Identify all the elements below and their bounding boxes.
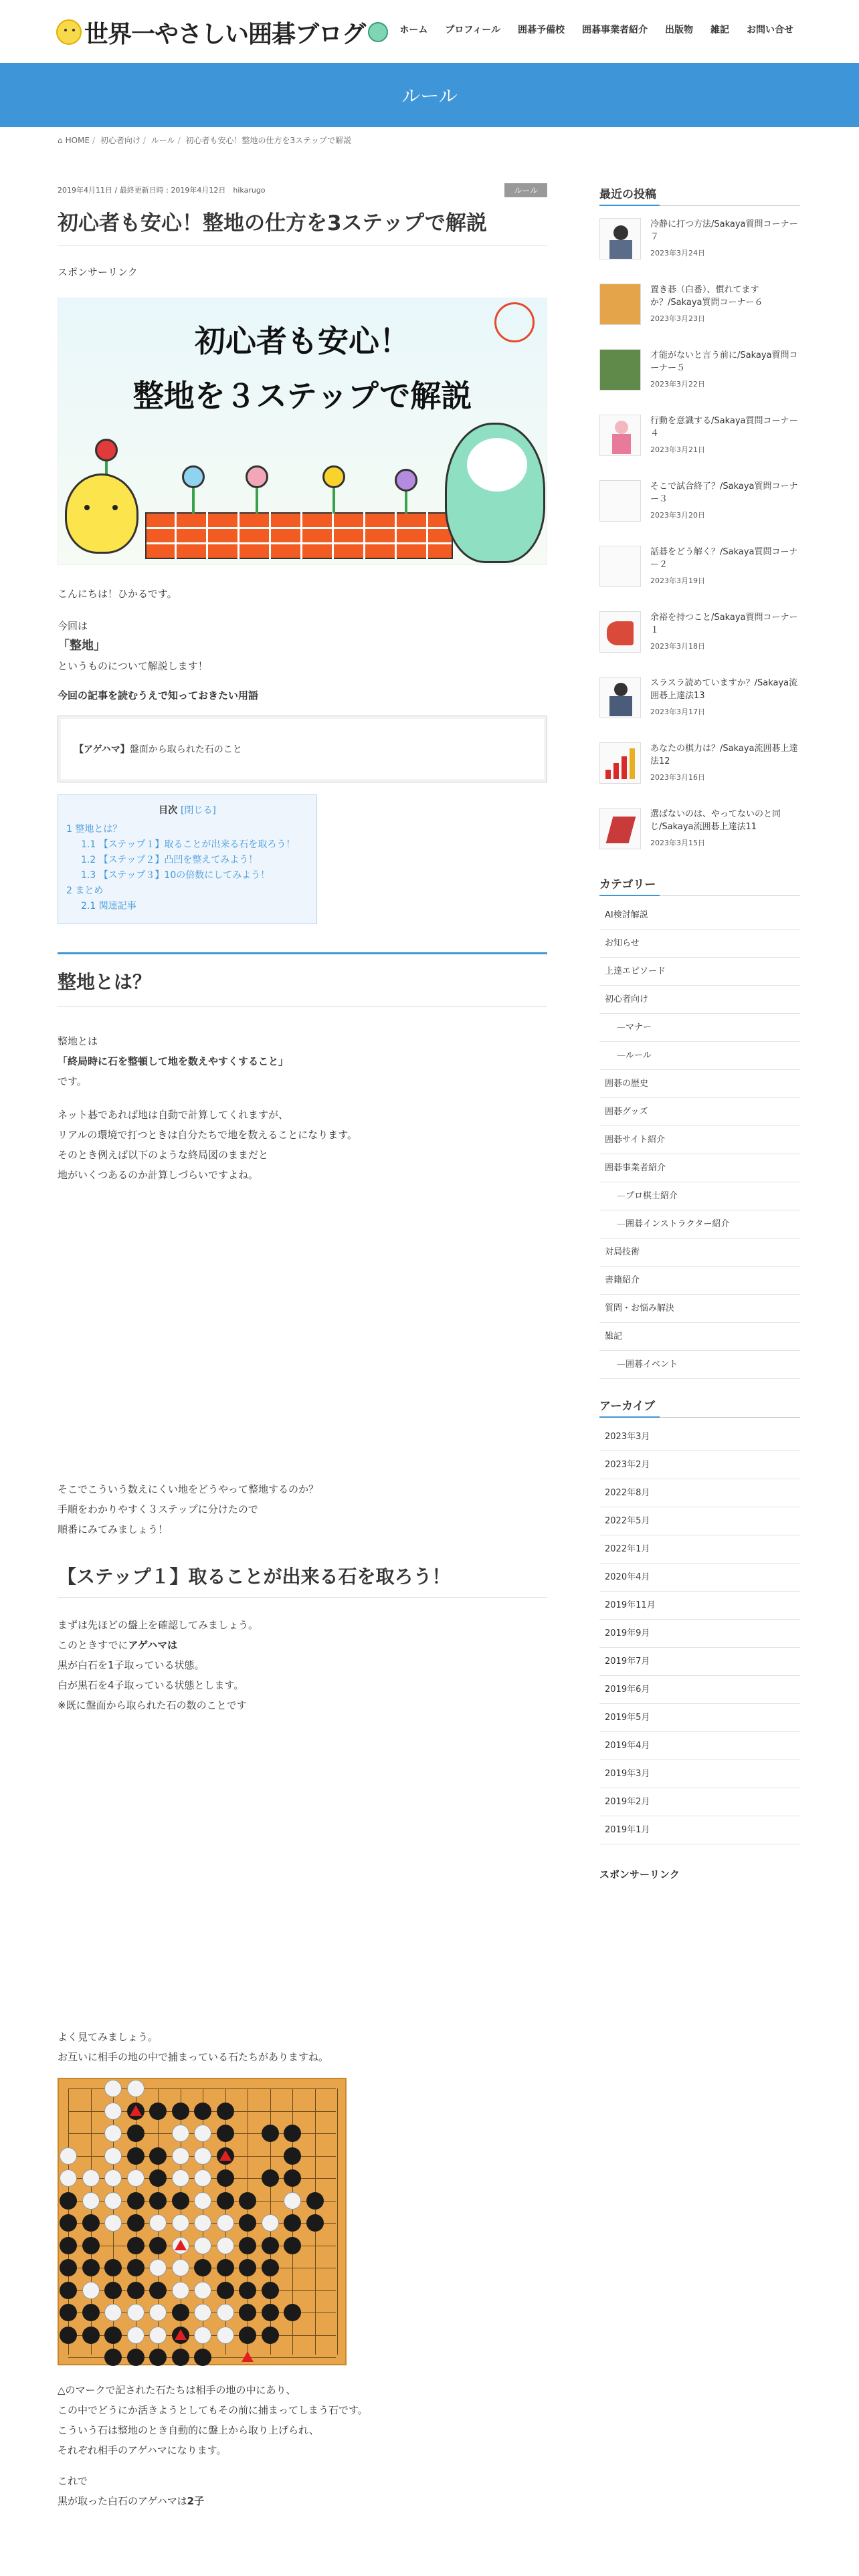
black-stone bbox=[217, 2192, 234, 2210]
category-item[interactable]: 囲碁グッズ bbox=[599, 1098, 800, 1126]
post-date: 2023年3月19日 bbox=[650, 576, 705, 585]
white-stone bbox=[194, 2169, 211, 2187]
white-stone bbox=[172, 2214, 189, 2232]
terms-heading: 今回の記事を読むうえで知っておきたい用語 bbox=[58, 689, 259, 702]
article-meta bbox=[58, 185, 547, 198]
black-stone bbox=[194, 2349, 211, 2366]
page-title: ルール bbox=[401, 85, 458, 107]
black-stone bbox=[127, 2349, 145, 2366]
archive-item[interactable]: 2023年2月 bbox=[599, 1451, 800, 1479]
archive-item[interactable]: 2019年3月 bbox=[599, 1760, 800, 1788]
white-stone bbox=[284, 2192, 301, 2210]
flower-icon bbox=[95, 439, 118, 461]
chick-logo-icon bbox=[56, 19, 82, 45]
sidebar-sponsored-label: スポンサーリンク bbox=[599, 1868, 680, 1881]
white-stone bbox=[194, 2214, 211, 2232]
article bbox=[58, 185, 547, 2511]
archive-item[interactable]: 2022年1月 bbox=[599, 1535, 800, 1564]
white-stone bbox=[172, 2147, 189, 2165]
black-stone bbox=[127, 2282, 145, 2299]
black-stone bbox=[284, 2169, 301, 2187]
white-stone bbox=[194, 2237, 211, 2254]
term-desc: 盤面から取られた石のこと bbox=[129, 744, 242, 755]
black-stone bbox=[104, 2327, 122, 2344]
recent-post[interactable] bbox=[599, 284, 800, 337]
eyecatch-line1: 初心者も安心！ bbox=[195, 323, 410, 359]
para-line: そこでこういう数えにくい地をどうやって整地するのか？ bbox=[58, 1483, 319, 1495]
nav-businesses[interactable]: 囲碁事業者紹介 bbox=[582, 25, 648, 35]
black-stone bbox=[149, 2349, 167, 2366]
black-stone bbox=[127, 2192, 145, 2210]
black-stone bbox=[82, 2237, 100, 2254]
toc-item[interactable]: 1.3 【ステップ３】10の倍数にしてみよう！ bbox=[81, 870, 270, 881]
archive-item[interactable]: 2019年5月 bbox=[599, 1704, 800, 1732]
go-board-diagram bbox=[58, 2078, 347, 2365]
para-line: そのとき例えば以下のような終局図のままだと bbox=[58, 1149, 269, 1161]
para-definition-a: 整地とは bbox=[58, 1035, 98, 1047]
black-stone bbox=[194, 2259, 211, 2276]
archive-list bbox=[599, 1423, 800, 1844]
black-stone bbox=[172, 2304, 189, 2321]
post-date: 2023年3月18日 bbox=[650, 642, 705, 651]
black-stone bbox=[262, 2327, 279, 2344]
para-line: こういう石は整地のとき自動的に盤上から取り上げられ、 bbox=[58, 2424, 319, 2436]
white-stone bbox=[104, 2192, 122, 2210]
category-list bbox=[599, 901, 800, 1379]
category-item[interactable]: 初心者向け bbox=[599, 986, 800, 1014]
recent-post[interactable] bbox=[599, 742, 800, 796]
white-stone bbox=[149, 2304, 167, 2321]
white-stone bbox=[194, 2282, 211, 2299]
term-label: 【アゲハマ】 bbox=[74, 744, 130, 755]
white-stone bbox=[104, 2304, 122, 2321]
white-stone bbox=[60, 2147, 77, 2165]
black-stone bbox=[149, 2103, 167, 2120]
white-stone bbox=[217, 2327, 234, 2344]
black-stone bbox=[172, 2192, 189, 2210]
white-stone bbox=[194, 2327, 211, 2344]
site-header bbox=[0, 0, 859, 63]
archive-item[interactable]: 2019年2月 bbox=[599, 1788, 800, 1816]
toc-title: 目次 bbox=[159, 805, 178, 816]
post-title[interactable]: そこで試合終了？/Sakaya質問コーナー３ bbox=[650, 481, 798, 504]
post-thumbnail[interactable] bbox=[599, 284, 641, 325]
black-stone bbox=[239, 2282, 256, 2299]
black-stone bbox=[104, 2282, 122, 2299]
post-title[interactable]: 行動を意識する/Sakaya質問コーナー４ bbox=[650, 416, 798, 439]
black-stone bbox=[149, 2147, 167, 2165]
recent-post[interactable] bbox=[599, 480, 800, 534]
category-item[interactable]: 対局技術 bbox=[599, 1239, 800, 1267]
black-stone bbox=[284, 2237, 301, 2254]
para-line: 黒が取った白石のアゲハマは bbox=[58, 2495, 187, 2507]
black-stone bbox=[172, 2349, 189, 2366]
para-line: 手順をわかりやすく３ステップに分けたので bbox=[58, 1503, 258, 1515]
white-stone bbox=[217, 2237, 234, 2254]
white-stone bbox=[149, 2259, 167, 2276]
post-title[interactable]: 才能がないと言う前に/Sakaya質問コーナー５ bbox=[650, 350, 798, 373]
nav-publications[interactable]: 出版物 bbox=[665, 25, 693, 35]
white-stone bbox=[194, 2125, 211, 2142]
page-header-band bbox=[0, 63, 859, 127]
post-date: 2023年3月22日 bbox=[650, 380, 705, 389]
category-item[interactable]: — 囲碁インストラクター紹介 bbox=[599, 1210, 800, 1239]
toc-item[interactable]: 2.1 関連記事 bbox=[81, 901, 136, 911]
para-line: 白が黒石を4子取っている状態とします。 bbox=[58, 1679, 244, 1691]
greeting: こんにちは！ひかるです。 bbox=[58, 588, 177, 600]
post-thumbnail[interactable] bbox=[599, 218, 641, 259]
black-stone bbox=[239, 2214, 256, 2232]
breadcrumb-beginner[interactable]: 初心者向け bbox=[100, 136, 140, 145]
archive-item[interactable]: 2020年4月 bbox=[599, 1564, 800, 1592]
black-stone bbox=[284, 2304, 301, 2321]
black-stone bbox=[60, 2259, 77, 2276]
black-stone bbox=[262, 2237, 279, 2254]
post-thumbnail[interactable] bbox=[599, 611, 641, 653]
black-stone bbox=[239, 2259, 256, 2276]
archives-heading: アーカイブ bbox=[599, 1396, 800, 1418]
toc-item[interactable]: 1.2 【ステップ２】凸凹を整えてみよう！ bbox=[81, 855, 258, 865]
para-line: これで bbox=[58, 2475, 88, 2487]
para-line: ※既に盤面から取られた石の数のことです bbox=[58, 1699, 247, 1711]
post-title[interactable]: あなたの棋力は？/Sakaya流囲碁上達法12 bbox=[650, 744, 798, 766]
white-stone bbox=[217, 2214, 234, 2232]
white-stone bbox=[194, 2304, 211, 2321]
category-item[interactable]: 上達エピソード bbox=[599, 958, 800, 986]
white-stone bbox=[172, 2125, 189, 2142]
category-badge[interactable]: ルール bbox=[504, 183, 547, 197]
black-stone bbox=[127, 2125, 145, 2142]
post-thumbnail[interactable] bbox=[599, 480, 641, 522]
white-stone bbox=[127, 2304, 145, 2321]
category-item[interactable]: 囲碁サイト紹介 bbox=[599, 1126, 800, 1154]
black-stone bbox=[60, 2282, 77, 2299]
eyecatch-line2: 整地を３ステップで解説 bbox=[132, 378, 472, 414]
post-date: 2023年3月15日 bbox=[650, 839, 705, 847]
triangle-marker-icon bbox=[242, 2351, 254, 2362]
black-stone bbox=[284, 2125, 301, 2142]
category-item[interactable]: — ルール bbox=[599, 1042, 800, 1070]
white-stone bbox=[104, 2214, 122, 2232]
black-stone bbox=[60, 2214, 77, 2232]
para-line: ネット碁であれば地は自動で計算してくれますが、 bbox=[58, 1109, 289, 1121]
black-stone bbox=[60, 2304, 77, 2321]
para-line: この中でどうにか活きようとしてもその前に捕まってしまう石です。 bbox=[58, 2404, 368, 2416]
para-line: 順番にみてみましょう！ bbox=[58, 1523, 169, 1535]
archive-item[interactable]: 2019年9月 bbox=[599, 1620, 800, 1648]
black-stone bbox=[194, 2103, 211, 2120]
recent-post[interactable] bbox=[599, 349, 800, 403]
white-stone bbox=[104, 2147, 122, 2165]
toc-item[interactable]: 2 まとめ bbox=[66, 885, 104, 896]
white-stone bbox=[172, 2282, 189, 2299]
bird-character bbox=[445, 423, 545, 563]
black-stone bbox=[239, 2327, 256, 2344]
post-title[interactable]: 冷静に打つ方法/Sakaya質問コーナー７ bbox=[650, 219, 798, 242]
black-stone bbox=[127, 2259, 145, 2276]
white-stone bbox=[82, 2282, 100, 2299]
site-logo[interactable] bbox=[56, 15, 388, 49]
black-stone bbox=[217, 2169, 234, 2187]
black-stone bbox=[262, 2259, 279, 2276]
white-stone bbox=[194, 2147, 211, 2165]
para-definition-b: 「終局時に石を整頓して地を数えやすくすること」 bbox=[58, 1055, 289, 1067]
black-stone bbox=[239, 2192, 256, 2210]
post-title[interactable]: 置き碁（白番）、慣れてますか？/Sakaya質問コーナー６ bbox=[650, 285, 763, 308]
section-heading-step1: 【ステップ１】取ることが出来る石を取ろう！ bbox=[58, 1560, 547, 1598]
site-logo-text: 世界一やさしい囲碁ブログ bbox=[84, 20, 366, 48]
article-title: 初心者も安心！整地の仕方を3ステップで解説 bbox=[58, 206, 547, 246]
post-date: 2023年3月17日 bbox=[650, 708, 705, 716]
triangle-marker-icon bbox=[175, 2240, 187, 2250]
recent-post[interactable] bbox=[599, 808, 800, 861]
white-stone bbox=[127, 2169, 145, 2187]
recent-post[interactable] bbox=[599, 611, 800, 665]
category-item[interactable]: — 囲碁イベント bbox=[599, 1351, 800, 1379]
black-stone bbox=[60, 2237, 77, 2254]
toc-close-toggle[interactable]: [閉じる] bbox=[180, 805, 216, 816]
black-stone bbox=[284, 2214, 301, 2232]
triangle-marker-icon bbox=[130, 2105, 142, 2116]
black-stone bbox=[82, 2327, 100, 2344]
black-stone bbox=[60, 2327, 77, 2344]
nav-contact[interactable]: お問い合せ bbox=[747, 25, 793, 35]
table-of-contents bbox=[58, 794, 317, 924]
sidebar bbox=[599, 185, 800, 1881]
intro-today: 今回は bbox=[58, 620, 88, 632]
recent-post[interactable] bbox=[599, 218, 800, 272]
category-item[interactable]: — マナー bbox=[599, 1014, 800, 1042]
post-date: 2023年3月16日 bbox=[650, 773, 705, 782]
breadcrumb: ⌂ HOME / 初心者向け / ルール / 初心者も安心！整地の仕方を3ステップで解説 bbox=[58, 136, 352, 145]
archive-item[interactable]: 2022年8月 bbox=[599, 1479, 800, 1507]
breadcrumb-home[interactable]: HOME bbox=[65, 136, 90, 145]
nav-prep-school[interactable]: 囲碁予備校 bbox=[518, 25, 565, 35]
recent-posts-heading: 最近の投稿 bbox=[599, 185, 800, 206]
white-stone bbox=[104, 2103, 122, 2120]
breadcrumb-rules[interactable]: ルール bbox=[151, 136, 175, 145]
black-stone bbox=[149, 2192, 167, 2210]
archive-item[interactable]: 2019年4月 bbox=[599, 1732, 800, 1760]
black-stone bbox=[306, 2214, 324, 2232]
white-stone bbox=[172, 2169, 189, 2187]
intro-explain: というものについて解説します！ bbox=[58, 660, 208, 672]
black-stone bbox=[306, 2192, 324, 2210]
para-line: よく見てみましょう。 bbox=[58, 2031, 159, 2043]
toc-item[interactable]: 1.1 【ステップ１】取ることが出来る石を取ろう！ bbox=[81, 839, 296, 850]
recent-posts-list bbox=[599, 218, 800, 861]
para-line: お互いに相手の地の中で捕まっている石たちがありますね。 bbox=[58, 2051, 329, 2063]
categories-heading: カテゴリー bbox=[599, 875, 800, 896]
archive-item[interactable]: 2019年1月 bbox=[599, 1816, 800, 1844]
category-item[interactable]: 書籍紹介 bbox=[599, 1267, 800, 1295]
white-stone bbox=[104, 2125, 122, 2142]
black-stone bbox=[149, 2169, 167, 2187]
para-line: このときすでに bbox=[58, 1639, 128, 1651]
post-thumbnail[interactable] bbox=[599, 546, 641, 587]
triangle-marker-icon bbox=[219, 2150, 231, 2161]
black-stone bbox=[82, 2304, 100, 2321]
post-date: 2023年3月21日 bbox=[650, 445, 705, 454]
post-title[interactable]: スラスラ読めていますか？/Sakaya流囲碁上達法13 bbox=[650, 678, 798, 701]
flower-icon bbox=[322, 465, 345, 488]
black-stone bbox=[104, 2259, 122, 2276]
nav-misc[interactable]: 雑記 bbox=[710, 25, 729, 35]
category-item[interactable]: — プロ棋士紹介 bbox=[599, 1182, 800, 1210]
chick-character bbox=[65, 473, 138, 554]
archive-item[interactable]: 2023年3月 bbox=[599, 1423, 800, 1451]
main-nav bbox=[399, 23, 793, 36]
para-line: 黒が白石を1子取っている状態。 bbox=[58, 1659, 205, 1671]
black-stone bbox=[127, 2147, 145, 2165]
para-definition-c: です。 bbox=[58, 1075, 87, 1087]
article-dates: 2019年4月11日 / 最終更新日時 : 2019年4月12日 hikarugo bbox=[58, 186, 266, 195]
post-date: 2023年3月24日 bbox=[650, 249, 705, 257]
archive-item[interactable]: 2022年5月 bbox=[599, 1507, 800, 1535]
black-stone bbox=[239, 2304, 256, 2321]
white-stone bbox=[217, 2304, 234, 2321]
intro-keyword: 「整地」 bbox=[58, 639, 106, 653]
archive-item[interactable]: 2019年7月 bbox=[599, 1648, 800, 1676]
toc-item[interactable]: 1 整地とは？ bbox=[66, 824, 122, 835]
post-title[interactable]: 余裕を持つこと/Sakaya質問コーナー１ bbox=[650, 613, 798, 635]
para-line: まずは先ほどの盤上を確認してみましょう。 bbox=[58, 1619, 259, 1631]
category-item[interactable]: AI検討解説 bbox=[599, 901, 800, 930]
category-item[interactable]: 囲碁事業者紹介 bbox=[599, 1154, 800, 1182]
flower-icon bbox=[182, 465, 205, 488]
white-stone bbox=[127, 2327, 145, 2344]
black-stone bbox=[284, 2147, 301, 2165]
post-date: 2023年3月23日 bbox=[650, 314, 705, 323]
sponsored-link-label: スポンサーリンク bbox=[58, 266, 138, 278]
ad-blank-area bbox=[58, 1185, 547, 1479]
white-stone bbox=[82, 2192, 100, 2210]
black-stone bbox=[239, 2237, 256, 2254]
post-thumbnail[interactable] bbox=[599, 415, 641, 456]
recent-post[interactable] bbox=[599, 415, 800, 468]
white-stone bbox=[104, 2169, 122, 2187]
category-item[interactable]: お知らせ bbox=[599, 930, 800, 958]
category-item[interactable]: 囲碁の歴史 bbox=[599, 1070, 800, 1098]
eyecatch-image bbox=[58, 298, 547, 565]
para-line: それぞれ相手のアゲハマになります。 bbox=[58, 2444, 227, 2456]
white-stone bbox=[194, 2192, 211, 2210]
term-box bbox=[58, 716, 547, 782]
post-date: 2023年3月20日 bbox=[650, 511, 705, 520]
nav-profile[interactable]: プロフィール bbox=[445, 25, 500, 35]
para-line: △のマークで記された石たちは相手の地の中にあり、 bbox=[58, 2384, 296, 2396]
category-item[interactable]: 雑記 bbox=[599, 1323, 800, 1351]
recent-post[interactable] bbox=[599, 546, 800, 599]
flower-icon bbox=[395, 469, 417, 492]
post-thumbnail[interactable] bbox=[599, 349, 641, 391]
black-stone bbox=[82, 2259, 100, 2276]
black-stone bbox=[60, 2192, 77, 2210]
white-stone bbox=[172, 2259, 189, 2276]
white-stone bbox=[82, 2169, 100, 2187]
black-stone bbox=[262, 2125, 279, 2142]
section-heading-seichi: 整地とは？ bbox=[58, 952, 547, 1007]
white-stone bbox=[149, 2214, 167, 2232]
post-title[interactable]: 選ばないのは、やってないのと同じ/Sakaya流囲碁上達法11 bbox=[650, 809, 781, 832]
nav-home[interactable]: ホーム bbox=[399, 25, 428, 35]
black-stone bbox=[217, 2282, 234, 2299]
black-stone bbox=[82, 2214, 100, 2232]
black-stone bbox=[149, 2237, 167, 2254]
black-stone bbox=[149, 2282, 167, 2299]
white-stone bbox=[104, 2080, 122, 2097]
white-stone bbox=[262, 2214, 279, 2232]
para-bold: 2子 bbox=[187, 2495, 205, 2507]
post-thumbnail[interactable] bbox=[599, 808, 641, 849]
black-stone bbox=[127, 2214, 145, 2232]
triangle-marker-icon bbox=[175, 2329, 187, 2340]
post-thumbnail[interactable] bbox=[599, 742, 641, 784]
black-stone bbox=[127, 2237, 145, 2254]
archive-item[interactable]: 2019年11月 bbox=[599, 1592, 800, 1620]
black-stone bbox=[217, 2259, 234, 2276]
para-bold: アゲハマは bbox=[128, 1639, 178, 1651]
black-stone bbox=[262, 2304, 279, 2321]
post-title[interactable]: 話碁をどう解く？/Sakaya質問コーナー２ bbox=[650, 547, 798, 570]
flower-icon bbox=[246, 465, 268, 488]
white-stone bbox=[149, 2327, 167, 2344]
black-stone bbox=[172, 2103, 189, 2120]
category-item[interactable]: 質問・お悩み解決 bbox=[599, 1295, 800, 1323]
home-icon: ⌂ bbox=[58, 136, 63, 145]
black-stone bbox=[262, 2169, 279, 2187]
breadcrumb-current: 初心者も安心！整地の仕方を3ステップで解説 bbox=[185, 136, 352, 145]
white-stone bbox=[127, 2080, 145, 2097]
para-line: 地がいくつあるのか計算しづらいですよね。 bbox=[58, 1169, 259, 1181]
sun-icon bbox=[494, 302, 535, 342]
black-stone bbox=[217, 2125, 234, 2142]
archive-item[interactable]: 2019年6月 bbox=[599, 1676, 800, 1704]
post-thumbnail[interactable] bbox=[599, 677, 641, 718]
recent-post[interactable] bbox=[599, 677, 800, 730]
black-stone bbox=[217, 2103, 234, 2120]
white-stone bbox=[60, 2169, 77, 2187]
black-stone bbox=[104, 2349, 122, 2366]
ad-blank-area bbox=[58, 1715, 547, 2027]
black-stone bbox=[262, 2282, 279, 2299]
bird-logo-icon bbox=[368, 22, 388, 42]
para-line: リアルの環境で打つときは自分たちで地を数えることになります。 bbox=[58, 1129, 358, 1141]
